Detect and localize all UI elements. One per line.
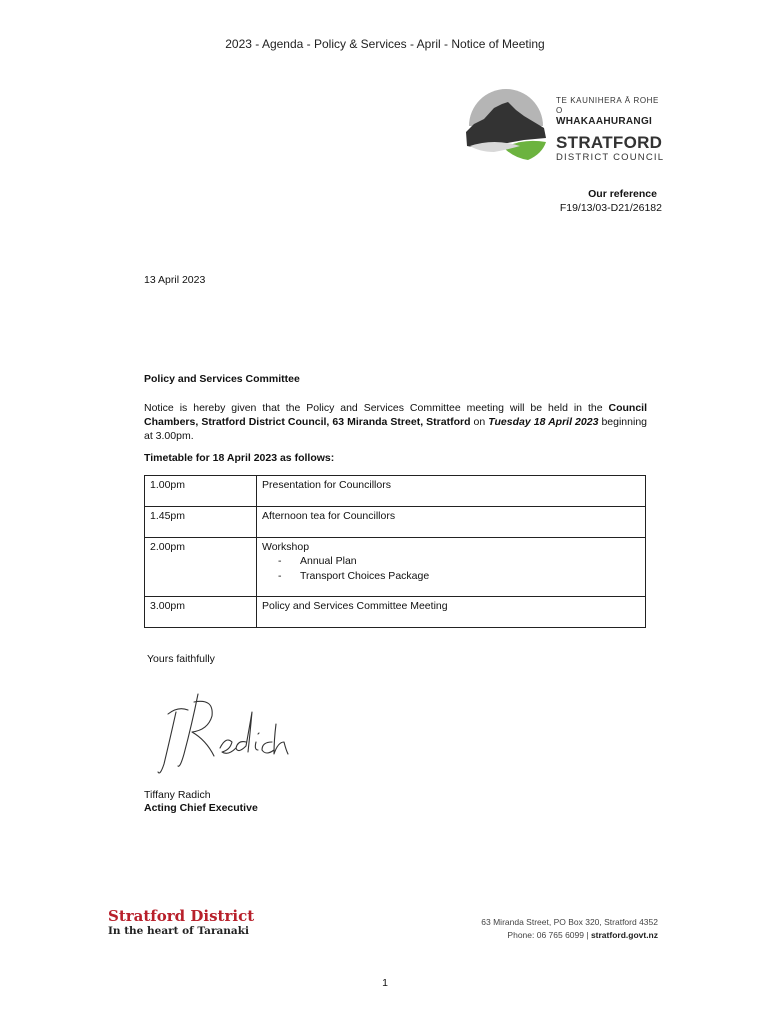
- workshop-sub-items: [262, 554, 640, 583]
- sub-item-label: Annual Plan: [300, 555, 357, 567]
- letter-date: 13 April 2023: [144, 274, 206, 286]
- logo-line-district-council: DISTRICT COUNCIL: [556, 152, 665, 163]
- table-row: [145, 476, 646, 507]
- table-row: [145, 538, 646, 597]
- sub-item-label: Transport Choices Package: [300, 569, 430, 582]
- footer-contact: [481, 916, 658, 942]
- table-row: [145, 507, 646, 538]
- footer-brand: [108, 908, 254, 938]
- footer-brand-name: Stratford District: [108, 907, 255, 925]
- document-header-title: 2023 - Agenda - Policy & Services - April - Notice of Meeting: [225, 37, 545, 51]
- timetable-time: 2.00pm: [145, 538, 257, 597]
- list-item: - Transport Choices Package: [278, 569, 430, 582]
- footer-brand-tagline: In the heart of Taranaki: [108, 925, 250, 937]
- reference-label: Our reference: [588, 188, 657, 200]
- timetable: [144, 475, 646, 628]
- footer-website[interactable]: stratford.govt.nz: [590, 930, 658, 940]
- council-logo: [464, 86, 664, 166]
- notice-intro: Notice is hereby given that the Policy and Services Committee meeting will be held in the: [144, 402, 609, 414]
- list-item: - Annual Plan: [278, 555, 357, 567]
- signer-title: Acting Chief Executive: [144, 802, 258, 814]
- timetable-item: Afternoon tea for Councillors: [257, 507, 646, 538]
- timetable-time: 1.00pm: [145, 476, 257, 507]
- timetable-item-cell: [257, 538, 646, 597]
- handwritten-signature: [148, 684, 298, 784]
- notice-venue: Council Chambers, Stratford District Council, 63 Miranda Street, Stratford: [144, 402, 647, 428]
- footer-separator: |: [584, 930, 591, 940]
- council-emblem-icon: [464, 86, 548, 166]
- logo-text: [556, 96, 666, 163]
- closing-salutation: Yours faithfully: [147, 653, 215, 665]
- timetable-item: Policy and Services Committee Meeting: [257, 597, 646, 628]
- reference-value: F19/13/03-D21/26182: [559, 202, 662, 214]
- timetable-time: 1.45pm: [145, 507, 257, 538]
- timetable-heading: Timetable for 18 April 2023 as follows:: [144, 452, 335, 464]
- logo-line-stratford: STRATFORD: [556, 133, 663, 152]
- footer-phone: Phone: 06 765 6099: [507, 930, 584, 940]
- notice-paragraph: [144, 401, 647, 443]
- page-number: 1: [382, 977, 388, 989]
- timetable-item: Presentation for Councillors: [257, 476, 646, 507]
- table-row: [145, 597, 646, 628]
- logo-line-te-reo: TE KAUNIHERA Ā ROHE O: [556, 96, 659, 115]
- timetable-item: Workshop: [262, 541, 310, 553]
- notice-on: on: [470, 416, 489, 428]
- logo-line-whakaahurangi: WHAKAAHURANGI: [556, 116, 653, 127]
- committee-heading: Policy and Services Committee: [144, 373, 300, 385]
- timetable-time: 3.00pm: [145, 597, 257, 628]
- footer-address: 63 Miranda Street, PO Box 320, Stratford 4352: [481, 917, 658, 927]
- signer-name: Tiffany Radich: [144, 789, 211, 801]
- notice-datetime: Tuesday 18 April 2023: [488, 416, 599, 428]
- notice-outro: beginning at 3.00pm.: [144, 416, 647, 442]
